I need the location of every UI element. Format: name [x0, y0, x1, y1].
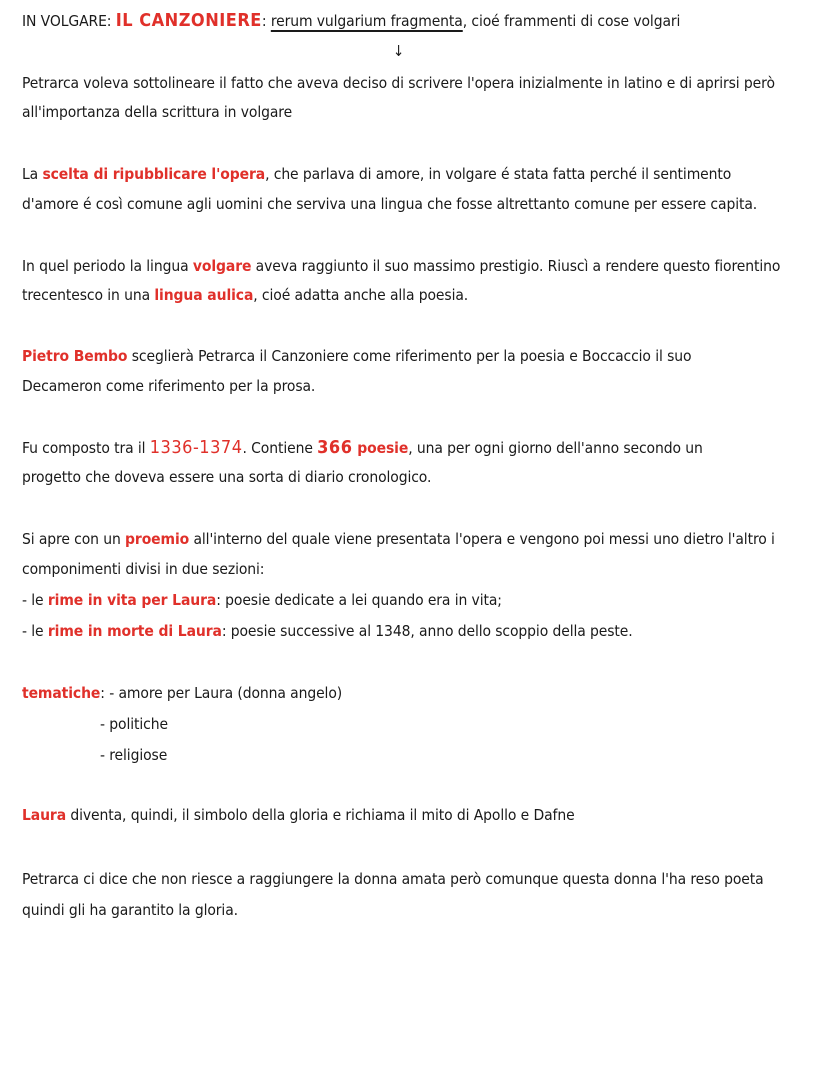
- p5-text-c: , una per ogni giorno dell'anno secondo un: [408, 439, 703, 457]
- p2-highlight: scelta di ripubblicare l'opera: [42, 165, 266, 183]
- heading-prefix: IN VOLGARE:: [22, 12, 116, 30]
- p6-line1: [22, 530, 775, 548]
- p6-line2: componimenti divisi in due sezioni:: [22, 560, 265, 578]
- p5-text-a: Fu composto tra il: [22, 439, 150, 457]
- p6-item2: [22, 622, 633, 640]
- heading-line: [22, 10, 680, 31]
- p2-line2: d'amore é così comune agli uomini che serviva una lingua che fosse altrettanto comune per essere capita.: [22, 195, 758, 213]
- down-arrow-icon: ↓: [393, 42, 405, 60]
- themes-line1: [22, 684, 342, 702]
- p6-text-a: Si apre con un: [22, 530, 126, 548]
- heading-title: IL CANZONIERE: [115, 10, 262, 31]
- p3-text-c: trecentesco in una: [22, 286, 155, 304]
- p7-highlight: Laura: [22, 806, 67, 824]
- p6-item1-dash: - le: [22, 591, 48, 609]
- p3-line1: [22, 257, 780, 275]
- heading-colon: :: [261, 12, 271, 30]
- p6-item1: [22, 591, 502, 609]
- p8-line2: quindi gli ha garantito la gloria.: [22, 901, 238, 919]
- p6-item1-highlight: rime in vita per Laura: [47, 591, 217, 609]
- p7-text: diventa, quindi, il simbolo della gloria e richiama il mito di Apollo e Dafne: [66, 806, 575, 824]
- p1-line1: Petrarca voleva sottolineare il fatto che aveva deciso di scrivere l'opera inizialmente in latino e di aprirsi però: [22, 74, 775, 92]
- latin-title: rerum vulgarium fragmenta: [270, 12, 463, 30]
- p5-line2: progetto che doveva essere una sorta di diario cronologico.: [22, 468, 432, 486]
- p5-line1: [22, 437, 703, 458]
- p4-text-a: sceglierà Petrarca il Canzoniere come riferimento per la poesia e Boccaccio il suo: [127, 347, 692, 365]
- p2-text-a: La: [22, 165, 43, 183]
- heading-rest: , cioé frammenti di cose volgari: [462, 12, 681, 30]
- themes-line3: - religiose: [100, 746, 168, 764]
- p6-item2-text: : poesie successive al 1348, anno dello scoppio della peste.: [221, 622, 633, 640]
- p7-line: [22, 806, 575, 824]
- p4-highlight: Pietro Bembo: [22, 347, 128, 365]
- p3-highlight-aulica: lingua aulica: [154, 286, 254, 304]
- p4-line2: Decameron come riferimento per la prosa.: [22, 377, 316, 395]
- p3-text-d: , cioé adatta anche alla poesia.: [253, 286, 469, 304]
- p5-poesie: poesie: [352, 439, 409, 457]
- p6-item2-highlight: rime in morte di Laura: [47, 622, 222, 640]
- p4-line1: [22, 347, 691, 365]
- p5-text-b: . Contiene: [242, 439, 318, 457]
- p6-item2-dash: - le: [22, 622, 48, 640]
- p3-line2: [22, 286, 468, 304]
- p6-text-b: all'interno del quale viene presentata l'opera e vengono poi messi uno dietro l'altro i: [189, 530, 775, 548]
- p1-line2: all'importanza della scrittura in volgare: [22, 103, 293, 121]
- p3-text-a: In quel periodo la lingua: [22, 257, 193, 275]
- p2-text-b: , che parlava di amore, in volgare é stata fatta perché il sentimento: [265, 165, 732, 183]
- themes-label: tematiche: [22, 684, 101, 702]
- p8-line1: Petrarca ci dice che non riesce a raggiungere la donna amata però comunque questa donna l'ha reso poeta: [22, 870, 764, 888]
- themes-line2: - politiche: [100, 715, 168, 733]
- p6-item1-text: : poesie dedicate a lei quando era in vita;: [216, 591, 502, 609]
- p5-years: 1336-1374: [149, 437, 243, 458]
- p3-text-b: aveva raggiunto il suo massimo prestigio. Riuscì a rendere questo fiorentino: [251, 257, 781, 275]
- p5-count: 366: [317, 437, 353, 458]
- p2-line1: [22, 165, 731, 183]
- p6-highlight: proemio: [125, 530, 190, 548]
- themes-first: : - amore per Laura (donna angelo): [100, 684, 343, 702]
- p3-highlight-volgare: volgare: [192, 257, 252, 275]
